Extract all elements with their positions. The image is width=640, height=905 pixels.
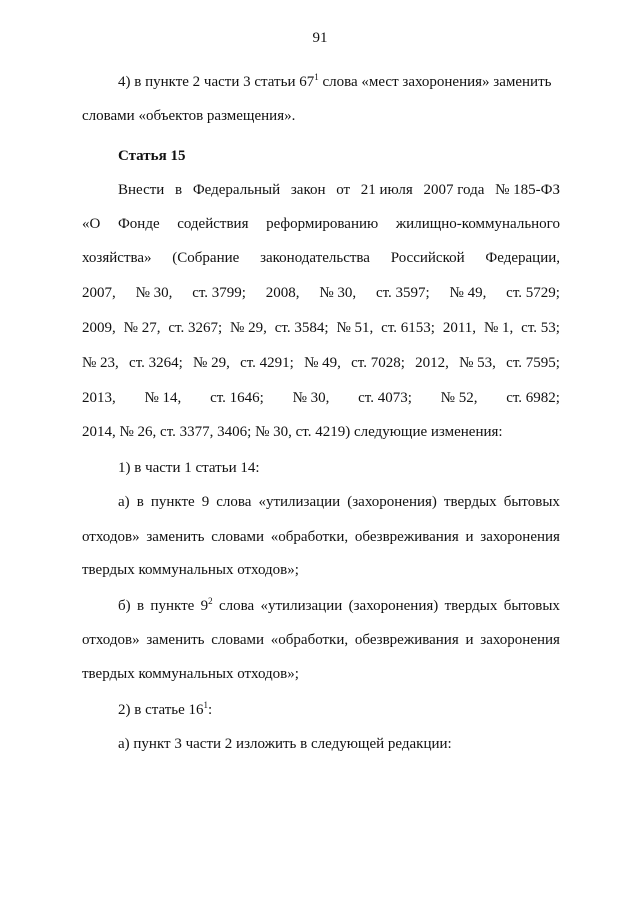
paragraph-intro-line-3: хозяйства» (Собрание законодательства Российской Федерации, xyxy=(82,250,560,266)
paragraph-item-a-line-1: а) в пункте 9 слова «утилизации (захоронения) твердых бытовых xyxy=(118,494,560,510)
paragraph-item-a-line-3: твердых коммунальных отходов»; xyxy=(82,562,299,578)
paragraph-intro-line-1: Внести в Федеральный закон от 21 июля 2007 года № 185-ФЗ xyxy=(118,182,560,198)
page-number: 91 xyxy=(312,30,328,46)
paragraph-item-b-line-1: б) в пункте $9^2$ слова «утилизации (захоронения) твердых бытовых xyxy=(118,596,560,614)
paragraph-4-line-2: словами «объектов размещения». xyxy=(82,108,296,124)
paragraph-intro-line-5: 2009, № 27, ст. 3267; № 29, ст. 3584; № 51, ст. 6153; 2011, № 1, ст. 53; xyxy=(82,320,560,336)
paragraph-intro-line-8: 2014, № 26, ст. 3377, 3406; № 30, ст. 4219) следующие изменения: xyxy=(82,424,503,440)
paragraph-item-a-line-2: отходов» заменить словами «обработки, обезвреживания и захоронения xyxy=(82,529,560,545)
paragraph-item-2: 2) в статье $16^1$: xyxy=(118,700,213,718)
article-title: Статья 15 xyxy=(118,148,186,164)
paragraph-intro-line-6: № 23, ст. 3264; № 29, ст. 4291; № 49, ст. 7028; 2012, № 53, ст. 7595; xyxy=(82,355,560,371)
paragraph-intro-line-7: 2013, № 14, ст. 1646; № 30, ст. 4073; № 52, ст. 6982; xyxy=(82,390,560,406)
paragraph-item-b-line-3: твердых коммунальных отходов»; xyxy=(82,666,299,682)
paragraph-intro-line-4: 2007, № 30, ст. 3799; 2008, № 30, ст. 3597; № 49, ст. 5729; xyxy=(82,285,560,301)
paragraph-intro-line-2: «О Фонде содействия реформированию жилищно-коммунального xyxy=(82,216,560,232)
paragraph-4-line-1: 4) в пункте 2 части 3 статьи $67^1$ слова «мест захоронения» заменить xyxy=(118,72,552,90)
paragraph-item-1: 1) в части 1 статьи 14: xyxy=(118,460,260,476)
paragraph-item-b-line-2: отходов» заменить словами «обработки, обезвреживания и захоронения xyxy=(82,632,560,648)
paragraph-item-2a: а) пункт 3 части 2 изложить в следующей редакции: xyxy=(118,736,452,752)
